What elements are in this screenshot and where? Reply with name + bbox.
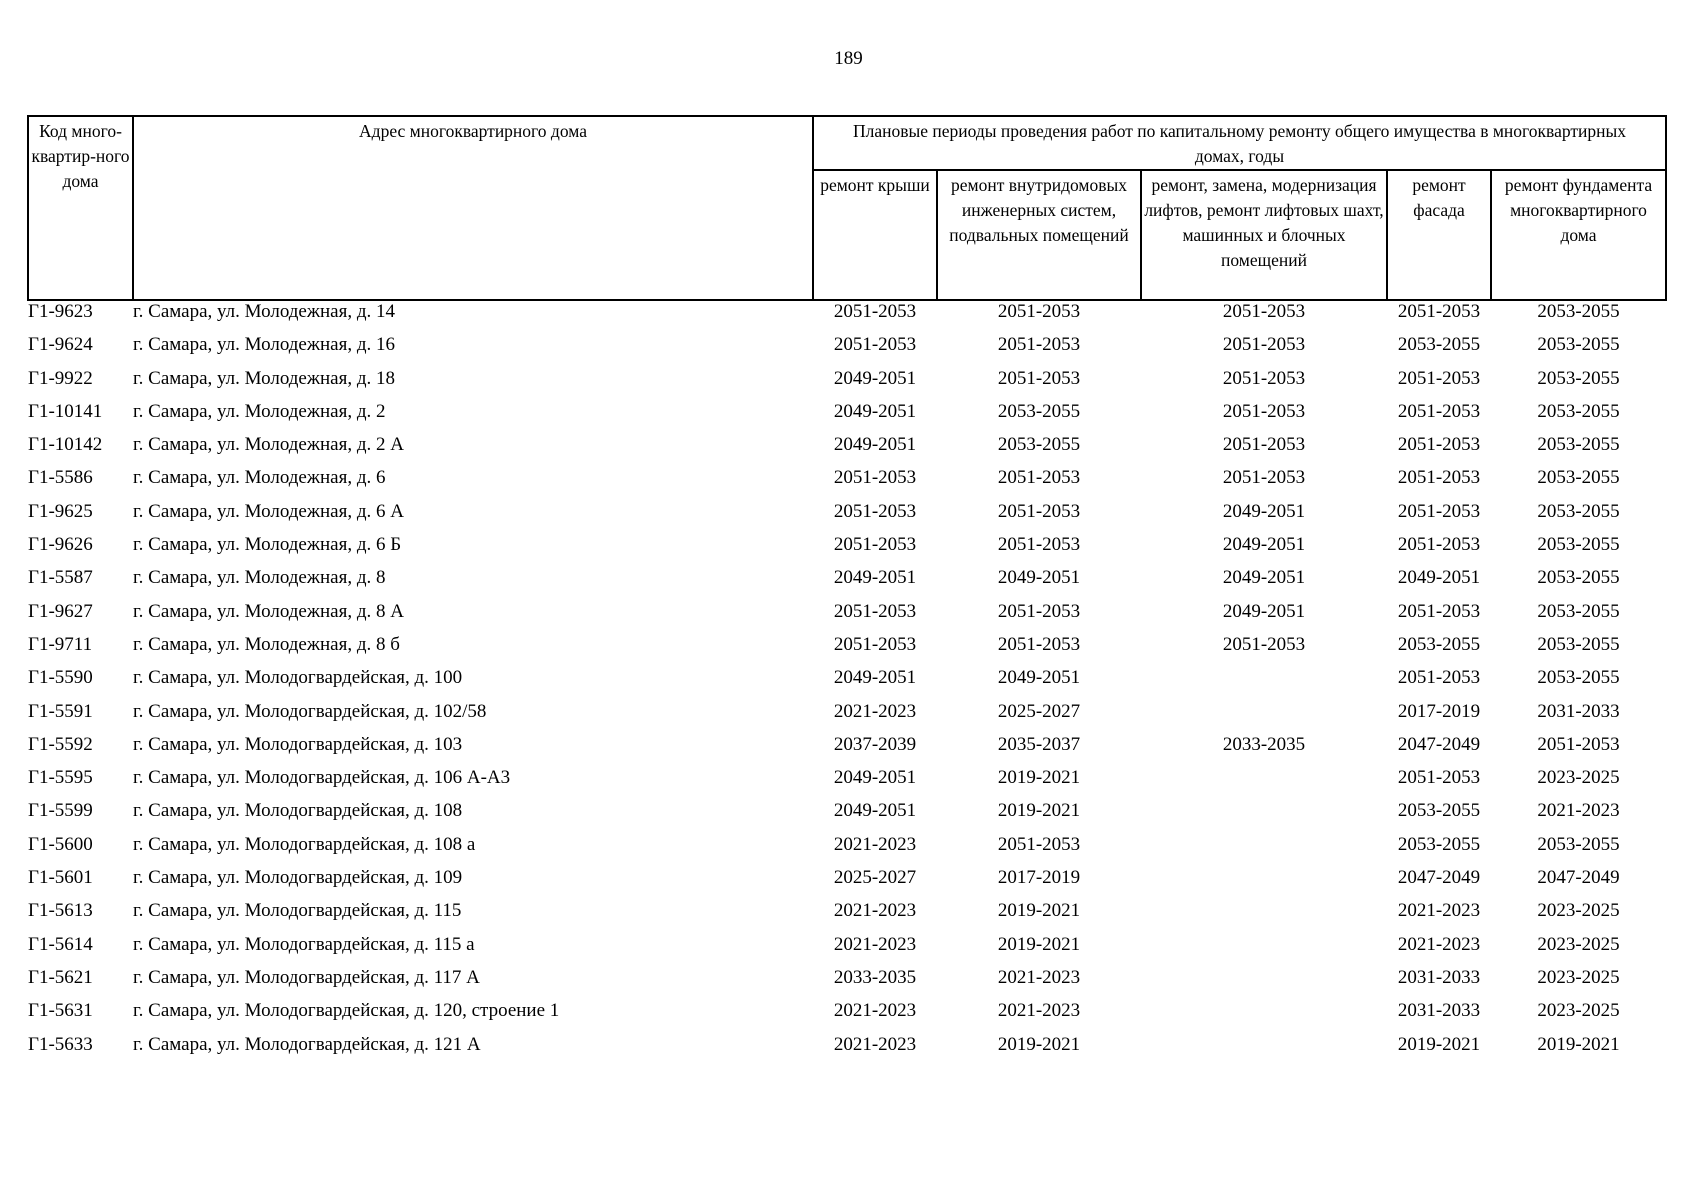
table-row bbox=[28, 501, 1666, 534]
header-elevators: ремонт, замена, модернизация лифтов, ремонт лифтовых шахт, машинных и блочных помещений bbox=[1141, 170, 1387, 300]
row-elevators bbox=[1141, 1000, 1387, 1033]
row-elevators bbox=[1141, 867, 1387, 900]
row-facade: 2051-2053 bbox=[1397, 301, 1481, 322]
table-row bbox=[28, 634, 1666, 667]
row-elevators: 2051-2053 bbox=[1222, 334, 1306, 356]
row-address: г. Самара, ул. Молодежная, д. 16 bbox=[133, 334, 396, 356]
row-foundation: 2053-2055 bbox=[1537, 301, 1620, 322]
row-foundation: 2023-2025 bbox=[1537, 1000, 1620, 1022]
row-roof: 2051-2053 bbox=[833, 600, 917, 622]
row-roof: 2051-2053 bbox=[833, 534, 917, 556]
row-engineering: 2019-2021 bbox=[997, 933, 1081, 955]
header-roof: ремонт крыши bbox=[813, 170, 937, 300]
row-engineering: 2051-2053 bbox=[997, 833, 1081, 855]
row-elevators: 2049-2051 bbox=[1222, 600, 1306, 622]
row-facade: 2019-2021 bbox=[1397, 1033, 1481, 1055]
table-row bbox=[28, 368, 1666, 401]
row-code: Г1-9627 bbox=[28, 600, 93, 622]
row-address: г. Самара, ул. Молодогвардейская, д. 115 а bbox=[133, 933, 475, 955]
row-facade: 2053-2055 bbox=[1397, 633, 1481, 655]
row-roof: 2049-2051 bbox=[833, 800, 917, 822]
row-roof: 2049-2051 bbox=[833, 567, 917, 589]
row-roof: 2049-2051 bbox=[833, 367, 917, 389]
row-engineering: 2035-2037 bbox=[997, 733, 1081, 755]
row-roof: 2049-2051 bbox=[833, 400, 917, 422]
table-row bbox=[28, 967, 1666, 1000]
row-address: г. Самара, ул. Молодежная, д. 2 bbox=[133, 400, 386, 422]
row-address: г. Самара, ул. Молодогвардейская, д. 100 bbox=[133, 667, 463, 689]
row-facade: 2051-2053 bbox=[1397, 767, 1481, 789]
row-engineering: 2051-2053 bbox=[997, 467, 1081, 489]
table-row bbox=[28, 467, 1666, 500]
row-foundation: 2023-2025 bbox=[1537, 900, 1620, 922]
row-foundation: 2053-2055 bbox=[1537, 434, 1620, 456]
row-foundation: 2053-2055 bbox=[1537, 534, 1620, 556]
row-elevators: 2051-2053 bbox=[1222, 301, 1306, 322]
table-header bbox=[28, 116, 1666, 300]
table-row bbox=[28, 300, 1666, 334]
row-facade: 2051-2053 bbox=[1397, 667, 1481, 689]
row-code: Г1-5595 bbox=[28, 767, 93, 789]
row-elevators bbox=[1141, 934, 1387, 967]
table-row bbox=[28, 1034, 1666, 1067]
row-facade: 2021-2023 bbox=[1397, 933, 1481, 955]
row-code: Г1-5590 bbox=[28, 667, 93, 689]
row-roof: 2051-2053 bbox=[833, 334, 917, 356]
row-foundation: 2021-2023 bbox=[1537, 800, 1620, 822]
table-row bbox=[28, 567, 1666, 600]
row-code: Г1-5586 bbox=[28, 467, 93, 489]
row-engineering: 2021-2023 bbox=[997, 1000, 1081, 1022]
row-elevators: 2049-2051 bbox=[1222, 567, 1306, 589]
table-row bbox=[28, 701, 1666, 734]
row-code: Г1-5600 bbox=[28, 833, 93, 855]
table-row bbox=[28, 667, 1666, 700]
row-facade: 2049-2051 bbox=[1397, 567, 1481, 589]
row-roof: 2051-2053 bbox=[833, 500, 917, 522]
table-row bbox=[28, 767, 1666, 800]
row-roof: 2049-2051 bbox=[833, 434, 917, 456]
row-address: г. Самара, ул. Молодогвардейская, д. 108 bbox=[133, 800, 463, 822]
row-address: г. Самара, ул. Молодогвардейская, д. 108 а bbox=[133, 833, 476, 855]
row-elevators bbox=[1141, 667, 1387, 700]
row-address: г. Самара, ул. Молодежная, д. 18 bbox=[133, 367, 396, 389]
row-engineering: 2053-2055 bbox=[997, 400, 1081, 422]
row-facade: 2051-2053 bbox=[1397, 500, 1481, 522]
row-foundation: 2023-2025 bbox=[1537, 767, 1620, 789]
table-row bbox=[28, 434, 1666, 467]
row-elevators: 2051-2053 bbox=[1222, 400, 1306, 422]
row-elevators: 2049-2051 bbox=[1222, 500, 1306, 522]
row-engineering: 2049-2051 bbox=[997, 667, 1081, 689]
row-elevators bbox=[1141, 767, 1387, 800]
table-row bbox=[28, 1000, 1666, 1033]
row-elevators bbox=[1141, 701, 1387, 734]
row-code: Г1-5614 bbox=[28, 933, 93, 955]
row-address: г. Самара, ул. Молодежная, д. 2 А bbox=[133, 434, 404, 456]
row-foundation: 2053-2055 bbox=[1537, 334, 1620, 356]
row-facade: 2051-2053 bbox=[1397, 467, 1481, 489]
row-address: г. Самара, ул. Молодежная, д. 8 А bbox=[133, 600, 404, 622]
row-elevators bbox=[1141, 800, 1387, 833]
row-code: Г1-10142 bbox=[28, 434, 103, 456]
row-facade: 2031-2033 bbox=[1397, 1000, 1481, 1022]
row-foundation: 2053-2055 bbox=[1537, 667, 1620, 689]
row-code: Г1-5599 bbox=[28, 800, 93, 822]
row-address: г. Самара, ул. Молодогвардейская, д. 109 bbox=[133, 867, 463, 889]
row-engineering: 2051-2053 bbox=[997, 534, 1081, 556]
row-engineering: 2019-2021 bbox=[997, 1033, 1081, 1055]
row-foundation: 2053-2055 bbox=[1537, 467, 1620, 489]
row-address: г. Самара, ул. Молодогвардейская, д. 121 А bbox=[133, 1033, 481, 1055]
table-row bbox=[28, 601, 1666, 634]
row-address: г. Самара, ул. Молодежная, д. 8 б bbox=[133, 633, 400, 655]
row-code: Г1-5633 bbox=[28, 1033, 93, 1055]
row-engineering: 2025-2027 bbox=[997, 700, 1081, 722]
row-code: Г1-9624 bbox=[28, 334, 93, 356]
row-code: Г1-5621 bbox=[28, 966, 93, 988]
row-roof: 2025-2027 bbox=[833, 867, 917, 889]
row-foundation: 2053-2055 bbox=[1537, 600, 1620, 622]
table-row bbox=[28, 900, 1666, 933]
row-code: Г1-9922 bbox=[28, 367, 93, 389]
row-facade: 2053-2055 bbox=[1397, 800, 1481, 822]
row-address: г. Самара, ул. Молодогвардейская, д. 103 bbox=[133, 733, 463, 755]
row-elevators bbox=[1141, 967, 1387, 1000]
row-address: г. Самара, ул. Молодогвардейская, д. 106 А-А3 bbox=[133, 767, 511, 789]
row-facade: 2047-2049 bbox=[1397, 733, 1481, 755]
row-roof: 2051-2053 bbox=[833, 467, 917, 489]
row-facade: 2053-2055 bbox=[1397, 833, 1481, 855]
header-engineering: ремонт внутридомовых инженерных систем, подвальных помещений bbox=[937, 170, 1141, 300]
row-facade: 2031-2033 bbox=[1397, 966, 1481, 988]
row-elevators bbox=[1141, 834, 1387, 867]
row-roof: 2037-2039 bbox=[833, 733, 917, 755]
row-code: Г1-5591 bbox=[28, 700, 93, 722]
row-foundation: 2053-2055 bbox=[1537, 500, 1620, 522]
header-facade: ремонт фасада bbox=[1387, 170, 1491, 300]
table-row bbox=[28, 734, 1666, 767]
table-row bbox=[28, 800, 1666, 833]
row-facade: 2051-2053 bbox=[1397, 434, 1481, 456]
row-elevators bbox=[1141, 900, 1387, 933]
row-roof: 2021-2023 bbox=[833, 900, 917, 922]
row-roof: 2049-2051 bbox=[833, 767, 917, 789]
row-facade: 2051-2053 bbox=[1397, 600, 1481, 622]
row-foundation: 2053-2055 bbox=[1537, 833, 1620, 855]
row-address: г. Самара, ул. Молодогвардейская, д. 115 bbox=[133, 900, 462, 922]
table-body bbox=[28, 300, 1666, 1067]
row-code: Г1-9625 bbox=[28, 500, 93, 522]
row-elevators: 2051-2053 bbox=[1222, 467, 1306, 489]
header-code: Код много-квартир-ного дома bbox=[28, 116, 133, 300]
row-roof: 2021-2023 bbox=[833, 833, 917, 855]
page-number: 189 bbox=[834, 48, 863, 69]
row-facade: 2051-2053 bbox=[1397, 400, 1481, 422]
row-roof: 2021-2023 bbox=[833, 1000, 917, 1022]
row-roof: 2021-2023 bbox=[833, 1033, 917, 1055]
row-roof: 2051-2053 bbox=[833, 301, 917, 322]
row-foundation: 2053-2055 bbox=[1537, 633, 1620, 655]
row-roof: 2049-2051 bbox=[833, 667, 917, 689]
row-code: Г1-5631 bbox=[28, 1000, 93, 1022]
row-address: г. Самара, ул. Молодежная, д. 8 bbox=[133, 567, 386, 589]
row-address: г. Самара, ул. Молодогвардейская, д. 117 А bbox=[133, 966, 480, 988]
table-row bbox=[28, 867, 1666, 900]
table-row bbox=[28, 334, 1666, 367]
header-periods: Плановые периоды проведения работ по капитальному ремонту общего имущества в многоквартирных домах, годы bbox=[813, 116, 1666, 170]
row-foundation: 2023-2025 bbox=[1537, 966, 1620, 988]
row-address: г. Самара, ул. Молодежная, д. 6 А bbox=[133, 500, 404, 522]
row-code: Г1-9626 bbox=[28, 534, 93, 556]
row-code: Г1-9623 bbox=[28, 301, 93, 322]
row-address: г. Самара, ул. Молодежная, д. 14 bbox=[133, 301, 396, 322]
row-address: г. Самара, ул. Молодежная, д. 6 bbox=[133, 467, 386, 489]
row-elevators: 2051-2053 bbox=[1222, 633, 1306, 655]
row-foundation: 2047-2049 bbox=[1537, 867, 1620, 889]
row-engineering: 2051-2053 bbox=[997, 633, 1081, 655]
row-facade: 2051-2053 bbox=[1397, 534, 1481, 556]
table-row bbox=[28, 934, 1666, 967]
row-foundation: 2051-2053 bbox=[1537, 733, 1620, 755]
row-engineering: 2019-2021 bbox=[997, 900, 1081, 922]
row-foundation: 2053-2055 bbox=[1537, 567, 1620, 589]
row-facade: 2017-2019 bbox=[1397, 700, 1481, 722]
row-code: Г1-5592 bbox=[28, 733, 93, 755]
table-row bbox=[28, 534, 1666, 567]
row-engineering: 2019-2021 bbox=[997, 767, 1081, 789]
row-roof: 2021-2023 bbox=[833, 700, 917, 722]
row-engineering: 2017-2019 bbox=[997, 867, 1081, 889]
row-elevators: 2051-2053 bbox=[1222, 367, 1306, 389]
row-roof: 2033-2035 bbox=[833, 966, 917, 988]
row-address: г. Самара, ул. Молодежная, д. 6 Б bbox=[133, 534, 402, 556]
header-foundation: ремонт фундамента многоквартирного дома bbox=[1491, 170, 1666, 300]
row-foundation: 2053-2055 bbox=[1537, 400, 1620, 422]
row-facade: 2021-2023 bbox=[1397, 900, 1481, 922]
row-facade: 2047-2049 bbox=[1397, 867, 1481, 889]
row-engineering: 2019-2021 bbox=[997, 800, 1081, 822]
row-foundation: 2031-2033 bbox=[1537, 700, 1620, 722]
row-foundation: 2023-2025 bbox=[1537, 933, 1620, 955]
row-elevators: 2051-2053 bbox=[1222, 434, 1306, 456]
row-facade: 2053-2055 bbox=[1397, 334, 1481, 356]
row-roof: 2021-2023 bbox=[833, 933, 917, 955]
row-facade: 2051-2053 bbox=[1397, 367, 1481, 389]
row-engineering: 2051-2053 bbox=[997, 301, 1081, 322]
row-address: г. Самара, ул. Молодогвардейская, д. 120, строение 1 bbox=[133, 1000, 560, 1022]
row-code: Г1-9711 bbox=[28, 633, 93, 655]
row-code: Г1-5613 bbox=[28, 900, 93, 922]
row-engineering: 2051-2053 bbox=[997, 500, 1081, 522]
row-foundation: 2019-2021 bbox=[1537, 1033, 1620, 1055]
row-address: г. Самара, ул. Молодогвардейская, д. 102/58 bbox=[133, 700, 487, 722]
row-roof: 2051-2053 bbox=[833, 633, 917, 655]
row-code: Г1-5587 bbox=[28, 567, 93, 589]
row-elevators: 2049-2051 bbox=[1222, 534, 1306, 556]
row-engineering: 2051-2053 bbox=[997, 334, 1081, 356]
row-foundation: 2053-2055 bbox=[1537, 367, 1620, 389]
row-code: Г1-5601 bbox=[28, 867, 93, 889]
row-elevators bbox=[1141, 1034, 1387, 1067]
row-engineering: 2049-2051 bbox=[997, 567, 1081, 589]
row-engineering: 2021-2023 bbox=[997, 966, 1081, 988]
table-row bbox=[28, 834, 1666, 867]
capital-repair-table bbox=[27, 115, 1667, 1067]
row-engineering: 2053-2055 bbox=[997, 434, 1081, 456]
table-row bbox=[28, 401, 1666, 434]
row-engineering: 2051-2053 bbox=[997, 367, 1081, 389]
row-engineering: 2051-2053 bbox=[997, 600, 1081, 622]
header-address: Адрес многоквартирного дома bbox=[133, 116, 813, 300]
row-elevators: 2033-2035 bbox=[1222, 733, 1306, 755]
row-code: Г1-10141 bbox=[28, 400, 103, 422]
